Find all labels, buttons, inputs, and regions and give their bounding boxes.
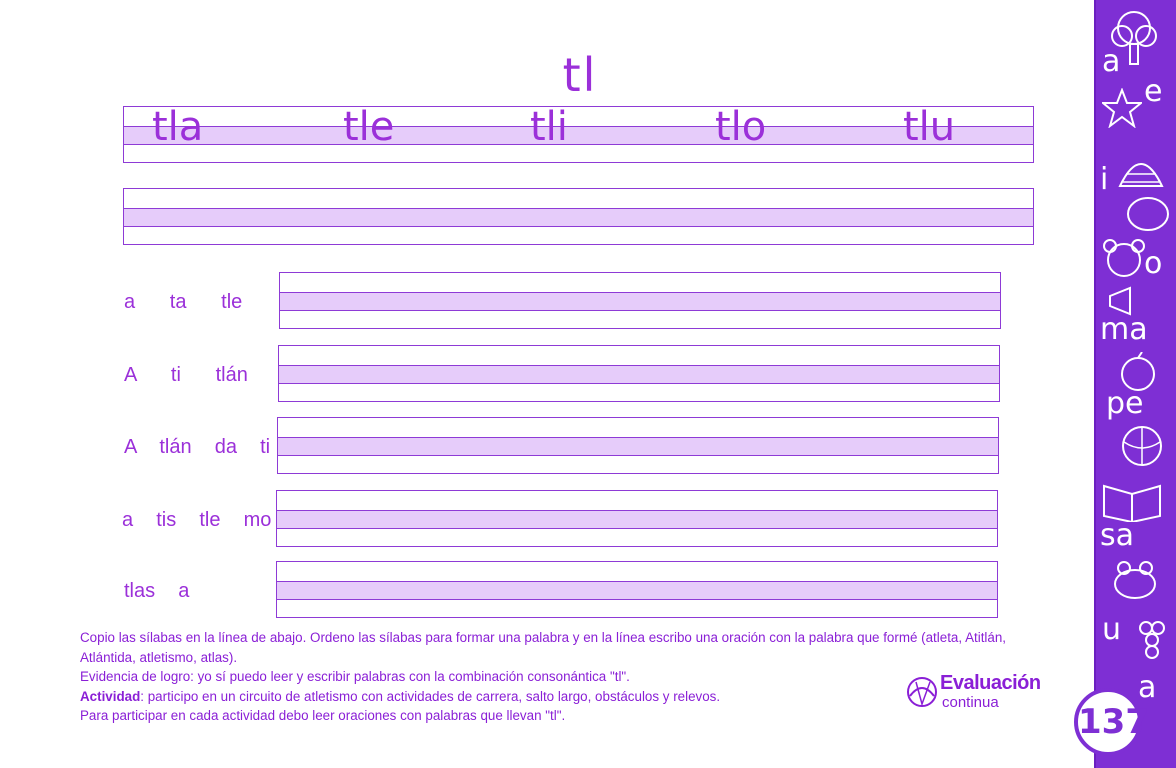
row-label-5: tlas a: [124, 580, 190, 602]
syllable-tlu: tlu: [903, 104, 956, 150]
syllable-tle: tle: [343, 104, 395, 150]
speech-bubble-icon: [1120, 196, 1170, 236]
star-icon: [1102, 88, 1142, 128]
achievement-evidence: Evidencia de logro: yo sí puedo leer y escribir palabras con la combinación consonántica "tl".: [80, 669, 630, 684]
sidebar-syllable-sa: sa: [1100, 518, 1135, 553]
sidebar-letter-o: o: [1144, 246, 1163, 281]
activity-description: : participo en un circuito de atletismo con actividades de carrera, salto largo, obstáculos y relevos.: [140, 688, 721, 704]
writing-lines-row-4[interactable]: [276, 490, 998, 547]
igloo-icon: [1118, 152, 1164, 188]
activity-label: Actividad: [80, 688, 141, 704]
bear-face-icon: [1102, 238, 1146, 278]
syllable-tlo: tlo: [715, 104, 767, 150]
globe-icon: [906, 676, 938, 708]
grapes-icon: [1136, 612, 1170, 668]
book-icon: [1100, 476, 1164, 522]
row-label-3: A tlán da ti: [124, 436, 271, 458]
evaluacion-continua-logo: [906, 672, 1046, 712]
sidebar-letter-e: e: [1144, 74, 1163, 109]
instruction-text: Copio las sílabas en la línea de abajo. Ordeno las sílabas para formar una palabra y en la línea escribo una oración con la palabra que formé (atleta, Atitlán, Atlántida, atletismo, atlas).: [80, 630, 1007, 665]
syllable-guide-lines: [123, 106, 1034, 163]
sidebar-letter-i: i: [1100, 162, 1109, 197]
writing-lines-row-2[interactable]: [278, 345, 1000, 402]
sidebar-letter-u: u: [1102, 612, 1122, 647]
instructions: [80, 628, 1040, 726]
syllable-tla: tla: [152, 104, 204, 150]
syllable-tli: tli: [530, 104, 568, 150]
sidebar-letter-a: a: [1102, 44, 1121, 79]
copy-writing-lines[interactable]: [123, 188, 1034, 245]
activity-note: Para participar en cada actividad debo leer oraciones con palabras que llevan "tl".: [80, 708, 566, 723]
row-label-1: a ta tle: [124, 291, 243, 313]
page-number: 137: [1074, 688, 1142, 756]
writing-lines-row-5[interactable]: [276, 561, 998, 618]
logo-subtitle: continua: [942, 694, 999, 711]
logo-title: Evaluación: [940, 672, 1041, 694]
sidebar-decoration: [1090, 0, 1176, 768]
sidebar-syllable-pe: pe: [1106, 386, 1144, 421]
writing-lines-row-1[interactable]: [279, 272, 1001, 329]
frog-icon: [1108, 556, 1162, 604]
activity-text: [80, 687, 1040, 707]
ball-icon: [1120, 424, 1164, 468]
sidebar-letter-a-bottom: a: [1138, 670, 1157, 705]
sidebar-syllable-ma: ma: [1100, 312, 1148, 347]
row-label-2: A ti tlán: [124, 364, 248, 386]
row-label-4: a tis tle mo: [122, 509, 272, 531]
writing-lines-row-3[interactable]: [277, 417, 999, 474]
page-title: tl: [562, 48, 598, 102]
